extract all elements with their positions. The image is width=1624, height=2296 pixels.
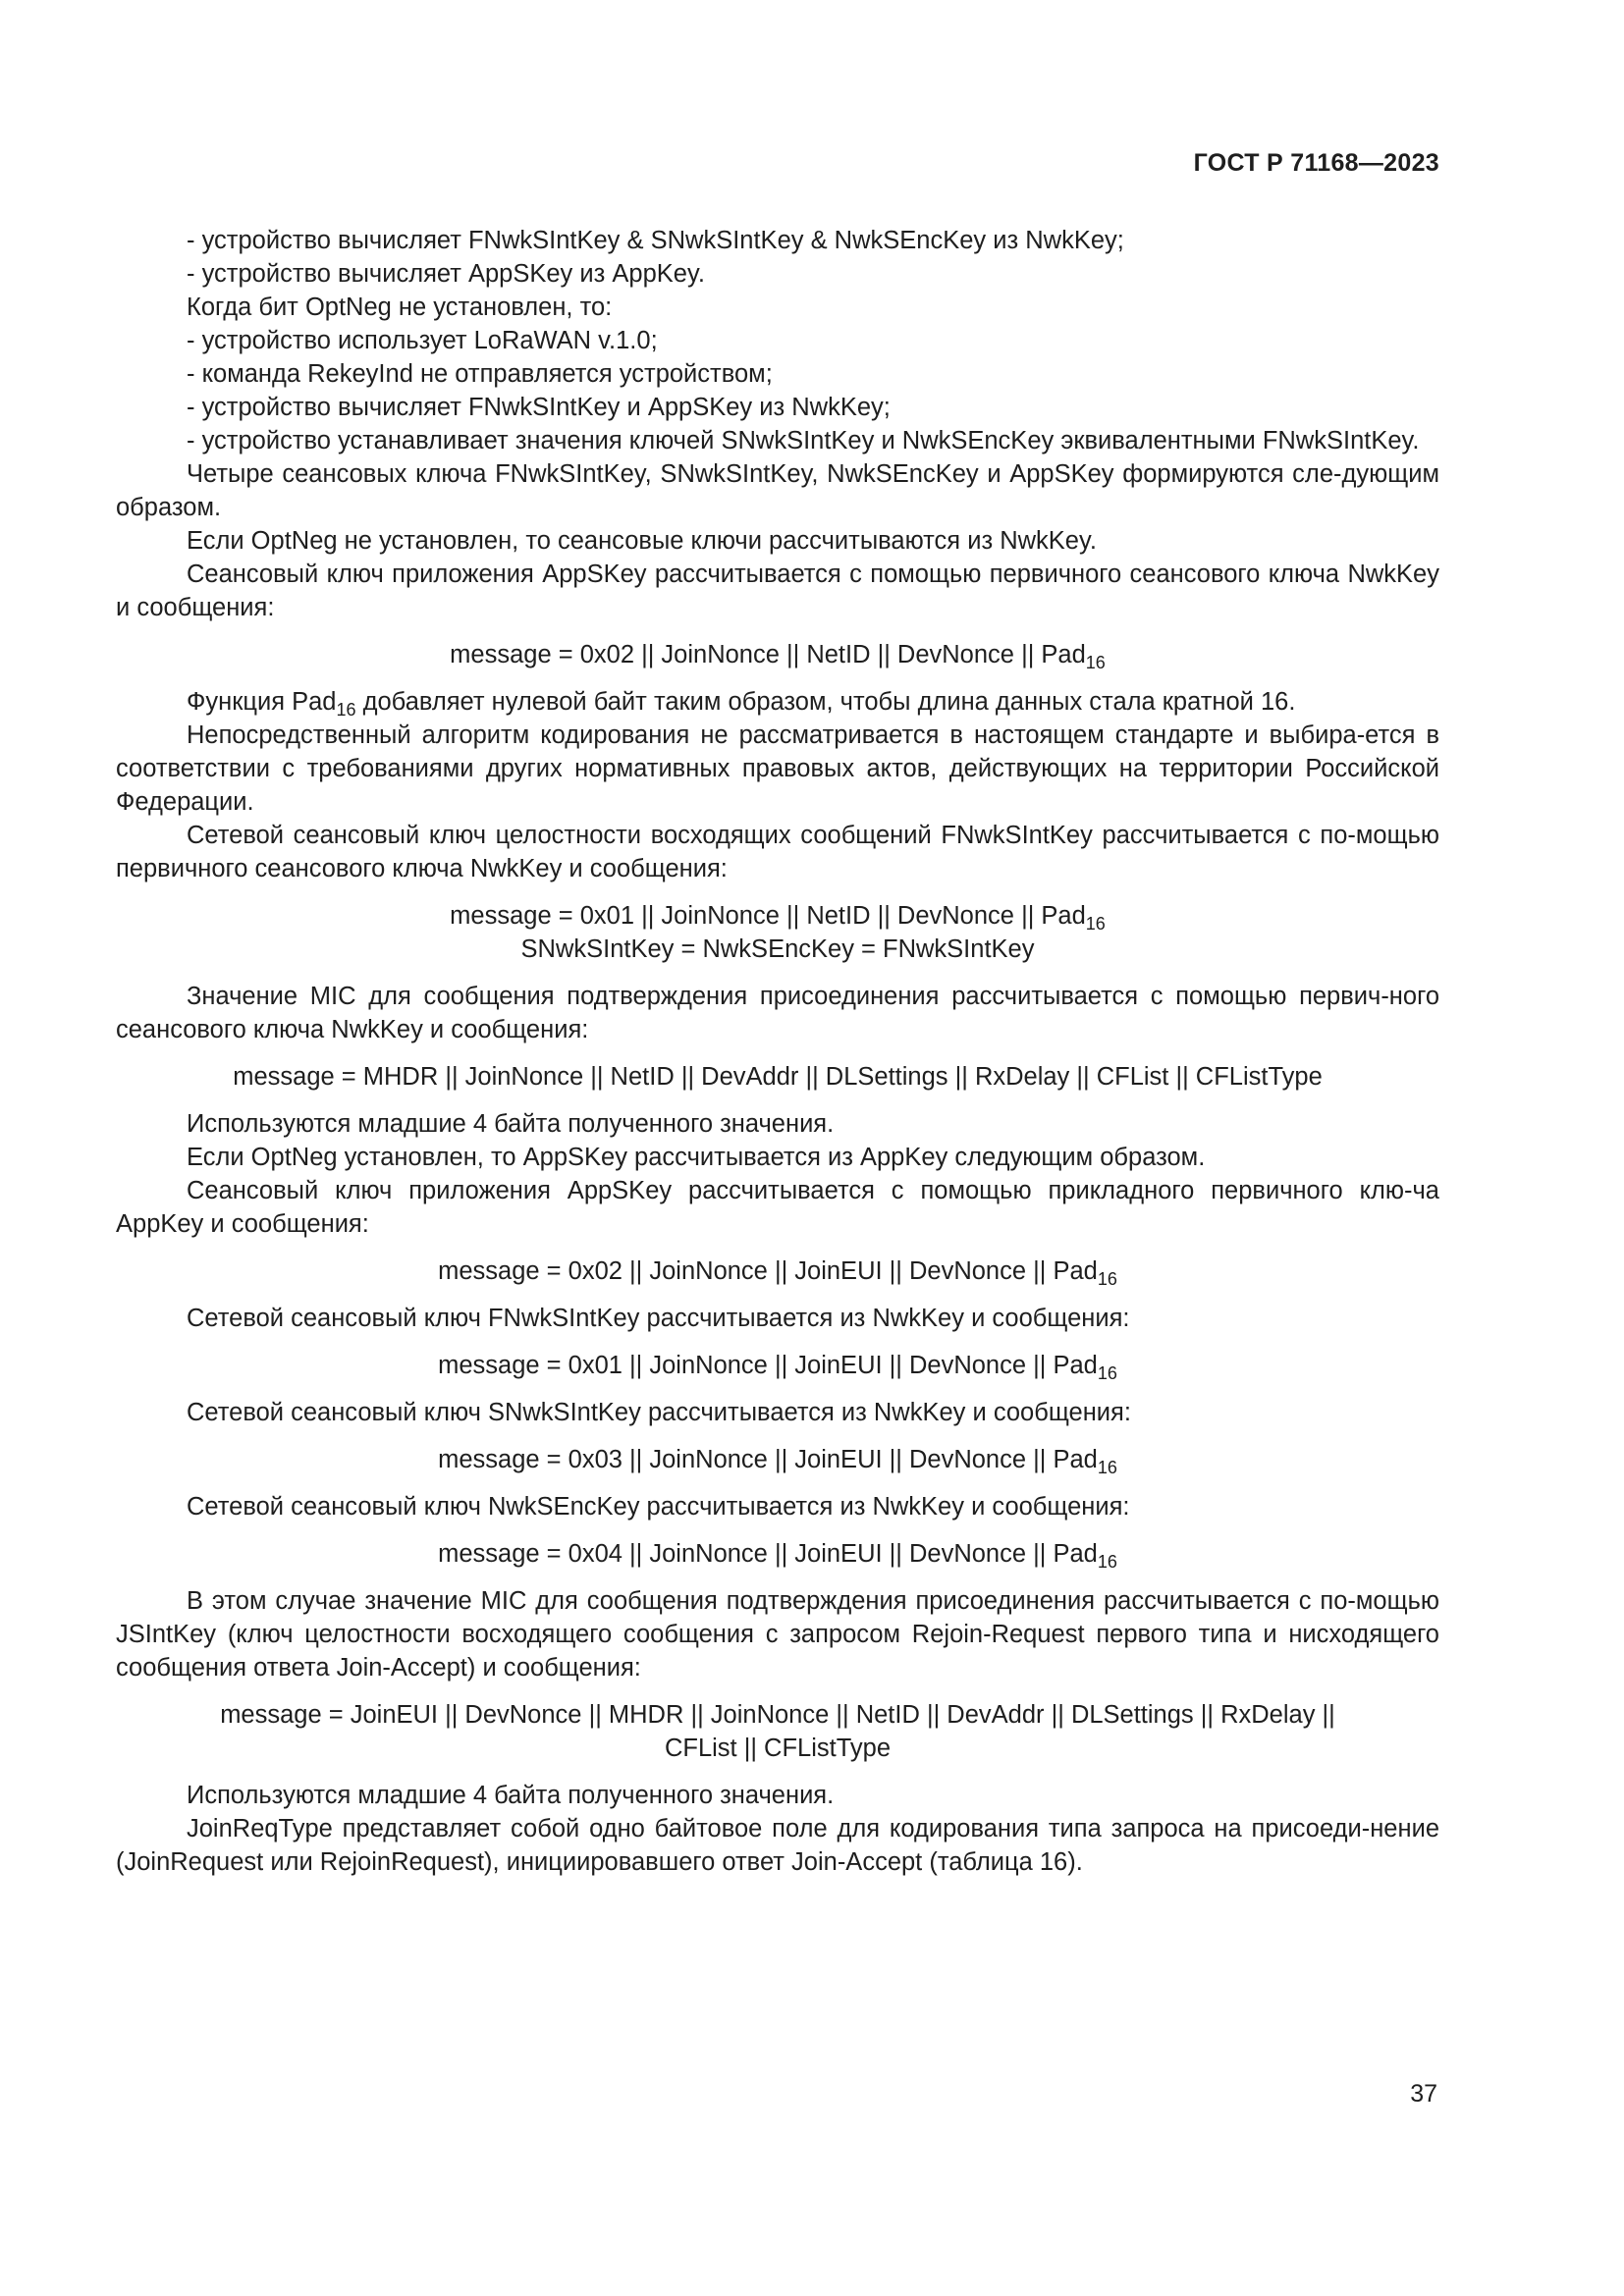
formula-text: message = 0x02 || JoinNonce || JoinEUI || DevNonce || Pad (438, 1257, 1098, 1285)
paragraph: - устройство устанавливает значения ключей SNwkSIntKey и NwkSEncKey эквивалентными FNwkSIntKey. (187, 427, 1420, 454)
paragraph: Непосредственный алгоритм кодирования не рассматривается в настоящем стандарте и выбира-ется в соответствии с требованиями других нормативных правовых актов, действующих на территории Российской Федерации. (116, 721, 1439, 816)
paragraph: Сетевой сеансовый ключ SNwkSIntKey рассчитывается из NwkKey и сообщения: (187, 1399, 1131, 1426)
formula-mic: message = MHDR || JoinNonce || NetID || DevAddr || DLSettings || RxDelay || CFList || CFListType (233, 1063, 1323, 1091)
formula-fnwksintkey (116, 899, 1439, 933)
paragraph: Используются младшие 4 байта полученного значения. (187, 1782, 835, 1809)
subscript: 16 (1085, 653, 1106, 672)
subscript: 16 (1085, 914, 1106, 934)
formula-snwksintkey-optneg (116, 1443, 1439, 1476)
paragraph: В этом случае значение MIC для сообщения подтверждения присоединения рассчитывается с по-мощью JSIntKey (ключ целостности восходящего сообщения с запросом Rejoin-Request первого типа и нисходящего сообщения ответа Join-Accept) и сообщения: (116, 1587, 1439, 1682)
paragraph: - устройство вычисляет FNwkSIntKey и AppSKey из NwkKey; (187, 394, 891, 421)
subscript: 16 (1097, 1458, 1117, 1477)
formula-key-equivalence: SNwkSIntKey = NwkSEncKey = FNwkSIntKey (520, 935, 1035, 963)
paragraph: Когда бит OptNeg не установлен, то: (187, 294, 613, 321)
formula-text: message = 0x03 || JoinNonce || JoinEUI || DevNonce || Pad (438, 1446, 1098, 1473)
paragraph: Сетевой сеансовый ключ FNwkSIntKey рассчитывается из NwkKey и сообщения: (187, 1305, 1130, 1332)
formula-text: message = 0x01 || JoinNonce || JoinEUI || DevNonce || Pad (438, 1352, 1098, 1379)
formula-fnwksintkey-optneg (116, 1349, 1439, 1382)
formula-mic-optneg-line2: CFList || CFListType (664, 1735, 892, 1762)
paragraph: Четыре сеансовых ключа FNwkSIntKey, SNwkSIntKey, NwkSEncKey и AppSKey формируются сле-дующим образом. (116, 460, 1439, 521)
paragraph: Значение MIC для сообщения подтверждения присоединения рассчитывается с помощью первич-ного сеансового ключа NwkKey и сообщения: (116, 983, 1439, 1043)
paragraph-text: добавляет нулевой байт таким образом, чтобы длина данных стала кратной 16. (355, 688, 1296, 716)
paragraph: Если OptNeg не установлен, то сеансовые ключи рассчитываются из NwkKey. (187, 527, 1097, 555)
formula-appskey (116, 638, 1439, 671)
paragraph: - команда RekeyInd не отправляется устройством; (187, 360, 773, 388)
paragraph-text: Функция Pad (187, 688, 337, 716)
paragraph: Если OptNeg установлен, то AppSKey рассчитывается из AppKey следующим образом. (187, 1144, 1206, 1171)
paragraph: - устройство вычисляет FNwkSIntKey & SNwkSIntKey & NwkSEncKey из NwkKey; (187, 227, 1124, 254)
subscript: 16 (1097, 1363, 1117, 1383)
paragraph-pad-function (116, 685, 1439, 719)
formula-text: message = 0x01 || JoinNonce || NetID || DevNonce || Pad (450, 902, 1086, 930)
paragraph: Используются младшие 4 байта полученного значения. (187, 1110, 835, 1138)
document-body (116, 224, 1439, 1879)
formula-text: message = 0x02 || JoinNonce || NetID || DevNonce || Pad (450, 641, 1086, 668)
formula-appskey-optneg (116, 1255, 1439, 1288)
paragraph: JoinReqType представляет собой одно байтовое поле для кодирования типа запроса на присоеди-нение (JoinRequest или RejoinRequest), инициировавшего ответ Join-Accept (таблица 16). (116, 1815, 1439, 1876)
formula-text: message = 0x04 || JoinNonce || JoinEUI || DevNonce || Pad (438, 1540, 1098, 1568)
paragraph: Сеансовый ключ приложения AppSKey рассчитывается с помощью первичного сеансового ключа NwkKey и сообщения: (116, 561, 1439, 621)
paragraph: - устройство использует LoRaWAN v.1.0; (187, 327, 658, 354)
document-header-id: ГОСТ Р 71168—2023 (1193, 149, 1439, 177)
paragraph: Сеансовый ключ приложения AppSKey рассчитывается с помощью прикладного первичного клю-ча AppKey и сообщения: (116, 1177, 1439, 1238)
paragraph: Сетевой сеансовый ключ целостности восходящих сообщений FNwkSIntKey рассчитывается с по-мощью первичного сеансового ключа NwkKey и сообщения: (116, 822, 1439, 882)
page-number: 37 (1410, 2080, 1437, 2108)
formula-nwksenckey-optneg (116, 1537, 1439, 1571)
subscript: 16 (1097, 1552, 1117, 1572)
subscript: 16 (336, 700, 356, 720)
formula-mic-optneg-line1: message = JoinEUI || DevNonce || MHDR || JoinNonce || NetID || DevAddr || DLSettings || RxDelay || (220, 1701, 1335, 1729)
paragraph: - устройство вычисляет AppSKey из AppKey. (187, 260, 705, 288)
paragraph: Сетевой сеансовый ключ NwkSEncKey рассчитывается из NwkKey и сообщения: (187, 1493, 1130, 1521)
subscript: 16 (1097, 1269, 1117, 1289)
